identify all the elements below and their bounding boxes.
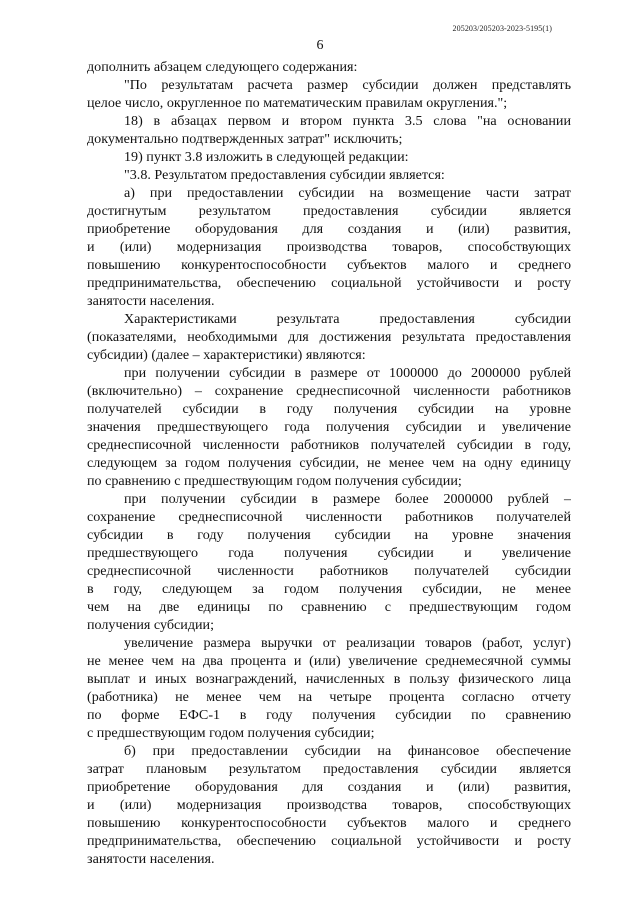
text-line: 19) пункт 3.8 изложить в следующей редакции: — [124, 149, 409, 165]
text-line: значения предшествующего года получения субсидии и увеличение — [87, 419, 571, 435]
text-line: (включительно) – сохранение среднесписочной численности работников — [87, 383, 571, 399]
text-line: по сравнению с предшествующим годом получения субсидии; — [87, 473, 462, 489]
document-id: 205203/205203-2023-5195(1) — [452, 24, 552, 33]
text-line: среднесписочной численности работников получателей субсидии — [87, 563, 571, 579]
text-line: а) при предоставлении субсидии на возмещение части затрат — [124, 185, 571, 201]
text-line: получения субсидии; — [87, 617, 214, 633]
text-line: выплат и иных вознаграждений, начисленных в пользу физического лица — [87, 671, 571, 687]
text-line: занятости населения. — [87, 293, 215, 309]
text-line: и (или) модернизация производства товаров, способствующих — [87, 239, 571, 255]
text-line: предшествующего года получения субсидии и увеличение — [87, 545, 571, 561]
text-line: чем на две единицы по сравнению с предшествующим годом — [87, 599, 571, 615]
text-line: приобретение оборудования для создания и (или) развития, — [87, 779, 571, 795]
text-line: Характеристиками результата предоставления субсидии — [124, 311, 571, 327]
text-line: "По результатам расчета размер субсидии должен представлять — [124, 77, 571, 93]
text-line: достигнутым результатом предоставления субсидии является — [87, 203, 571, 219]
text-line: повышению конкурентоспособности субъектов малого и среднего — [87, 257, 571, 273]
text-line: среднесписочной численности работников получателей субсидии в году, — [87, 437, 571, 453]
text-line: "3.8. Результатом предоставления субсидии является: — [124, 167, 445, 183]
text-line: приобретение оборудования для создания и (или) развития, — [87, 221, 571, 237]
text-line: (показателями, необходимыми для достижения результата предоставления — [87, 329, 571, 345]
text-line: 18) в абзацах первом и втором пункта 3.5 слова "на основании — [124, 113, 571, 129]
text-line: при получении субсидии в размере более 2000000 рублей – — [124, 491, 571, 507]
text-line: дополнить абзацем следующего содержания: — [87, 59, 358, 75]
document-body — [87, 58, 571, 868]
text-line: предпринимательства, обеспечению социальной устойчивости и росту — [87, 275, 571, 291]
text-line: не менее чем на два процента и (или) увеличение среднемесячной суммы — [87, 653, 571, 669]
text-line: субсидии в году получения субсидии на уровне значения — [87, 527, 571, 543]
text-line: (работника) не менее чем на четыре процента согласно отчету — [87, 689, 571, 705]
text-line: повышению конкурентоспособности субъектов малого и среднего — [87, 815, 571, 831]
text-line: и (или) модернизация производства товаров, способствующих — [87, 797, 571, 813]
text-line: сохранение среднесписочной численности работников получателей — [87, 509, 571, 525]
text-line: предпринимательства, обеспечению социальной устойчивости и росту — [87, 833, 571, 849]
text-line: в году, следующем за годом получения субсидии, не менее — [87, 581, 571, 597]
text-line: субсидии) (далее – характеристики) являются: — [87, 347, 366, 363]
text-line: занятости населения. — [87, 851, 215, 867]
text-line: при получении субсидии в размере от 1000000 до 2000000 рублей — [124, 365, 571, 381]
text-line: следующем за годом получения субсидии, не менее чем на одну единицу — [87, 455, 571, 471]
text-line: с предшествующим годом получения субсидии; — [87, 725, 375, 741]
text-line: получателей субсидии в году получения субсидии на уровне — [87, 401, 571, 417]
text-line: увеличение размера выручки от реализации товаров (работ, услуг) — [124, 635, 571, 651]
text-line: б) при предоставлении субсидии на финансовое обеспечение — [124, 743, 571, 759]
text-line: целое число, округленное по математическим правилам округления."; — [87, 95, 508, 111]
text-line: документально подтвержденных затрат" исключить; — [87, 131, 403, 147]
text-line: по форме ЕФС-1 в году получения субсидии по сравнению — [87, 707, 571, 723]
page-number: 6 — [316, 38, 324, 53]
text-line: затрат плановым результатом предоставления субсидии является — [87, 761, 571, 777]
